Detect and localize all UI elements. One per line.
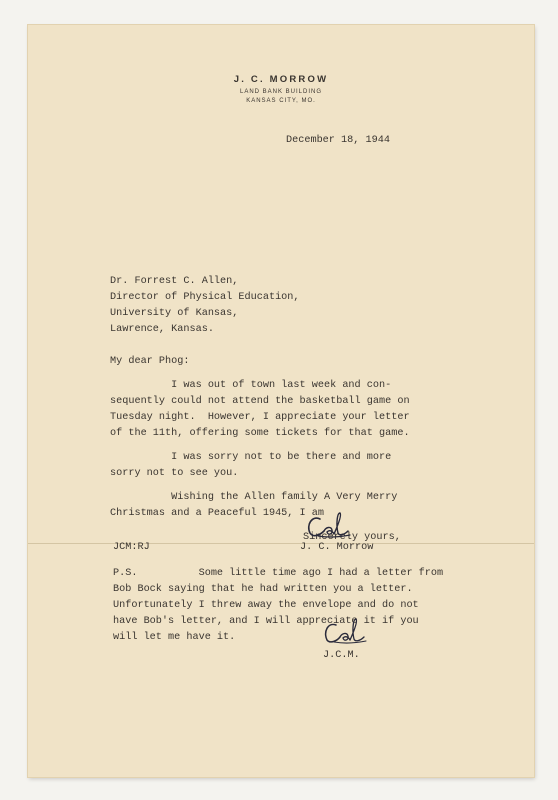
ps-signature: [318, 613, 374, 651]
fold-line: [28, 543, 534, 544]
ps-line: P.S. Some little time ago I had a letter from: [113, 568, 444, 579]
recipient-line: Dr. Forrest C. Allen,: [110, 276, 239, 287]
body-line: I was sorry not to be there and more: [110, 452, 392, 463]
ps-line: Unfortunately I threw away the envelope and do not: [113, 600, 419, 611]
letterhead-address-line2: KANSAS CITY, MO.: [246, 98, 316, 104]
body-line: Wishing the Allen family A Very Merry: [110, 492, 398, 503]
body-line: Christmas and a Peaceful 1945, I am: [110, 508, 324, 519]
recipient-line: Director of Physical Education,: [110, 292, 300, 303]
ps-line: will let me have it.: [113, 632, 236, 643]
closing: Sincerely yours,: [303, 532, 401, 543]
typed-name: J. C. Morrow: [300, 542, 374, 553]
letter-page: [28, 25, 534, 777]
ps-initials: J.C.M.: [323, 650, 360, 661]
ps-line: have Bob's letter, and I will appreciate it if you: [113, 616, 419, 627]
letter-date: December 18, 1944: [286, 135, 390, 146]
body-line: sequently could not attend the basketball game on: [110, 396, 410, 407]
ps-line: Bob Bock saying that he had written you a letter.: [113, 584, 413, 595]
signature: [300, 505, 360, 545]
body-line: I was out of town last week and con-: [110, 380, 392, 391]
recipient-line: Lawrence, Kansas.: [110, 324, 214, 335]
salutation: My dear Phog:: [110, 356, 190, 367]
letterhead-name: J. C. MORROW: [233, 74, 329, 85]
body-line: sorry not to see you.: [110, 468, 239, 479]
typist-initials: JCM:RJ: [113, 542, 150, 553]
letterhead-address-line1: LAND BANK BUILDING: [239, 89, 323, 95]
recipient-line: University of Kansas,: [110, 308, 239, 319]
body-line: Tuesday night. However, I appreciate your letter: [110, 412, 410, 423]
body-line: of the 11th, offering some tickets for that game.: [110, 428, 410, 439]
